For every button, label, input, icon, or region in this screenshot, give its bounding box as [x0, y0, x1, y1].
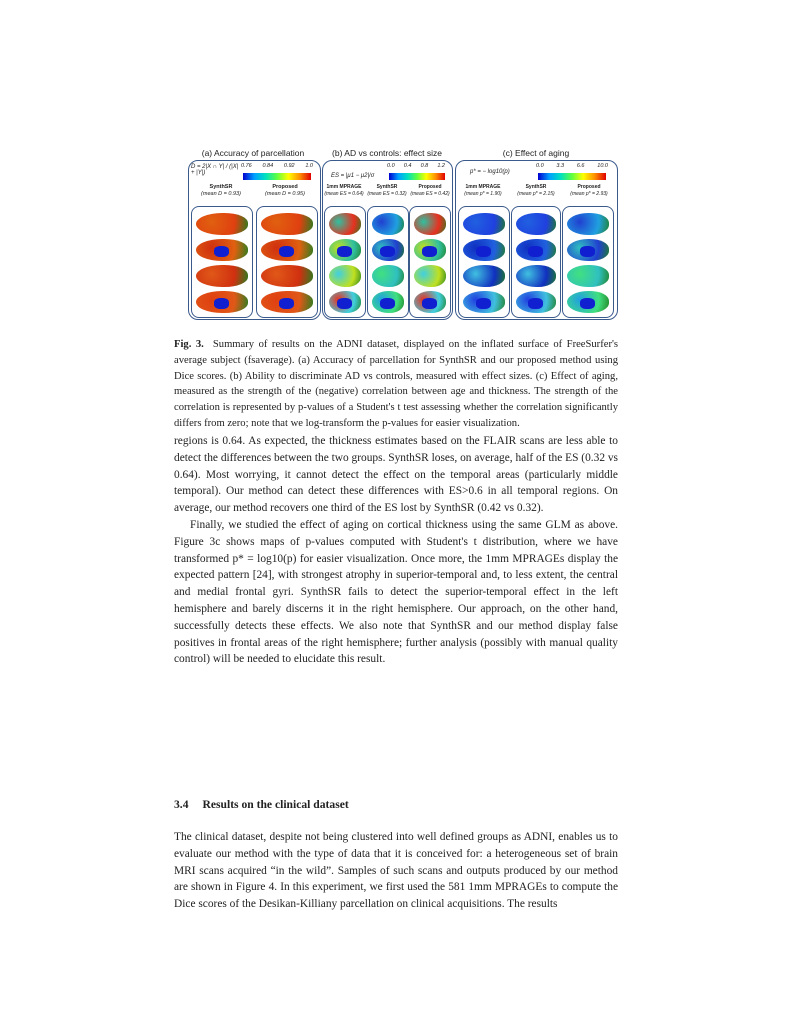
column-header: Proposed (mean p* = 2.93): [570, 184, 608, 197]
brain-column: [191, 206, 253, 318]
brain-surface: [463, 239, 505, 261]
brain-surface: [372, 291, 404, 313]
brain-surface: [196, 213, 248, 235]
brain-surface: [414, 239, 446, 261]
body-text: [174, 433, 618, 668]
brain-surface: [261, 265, 313, 287]
colorbar: [243, 173, 311, 180]
figure-3: [186, 148, 618, 320]
brain-surface: [516, 239, 556, 261]
colorbar-ticks: 0.76 0.84 0.92 1.0: [241, 163, 313, 169]
panel-b: [322, 160, 453, 320]
column-header: 1mm MPRAGE (mean ES = 0.64): [324, 184, 364, 197]
caption-label: Fig. 3.: [174, 339, 204, 350]
brain-surface: [372, 213, 404, 235]
paragraph: Finally, we studied the effect of aging on cortical thickness using the same GLM as above. Figure 3c shows maps of p-values computed with Student's t distribution, where we have transformed p* = log10(p) for easier visualization. Once more, the 1mm MPRAGEs display the expected pattern [24], with strongest atrophy in superior-temporal and, to less extent, the central and medial frontal gyri. SynthSR fails to detect the superior-temporal effect in the left hemisphere and barely discerns it in the right hemisphere. Our approach, on the other hand, successfully detects these effects. We also note that SynthSR and our method display false positives in frontal areas of the right hemisphere; further analysis (possibly with manual quality control) will be needed to elucidate this result.: [174, 518, 618, 666]
brain-surface: [372, 265, 404, 287]
panel-c-title: (c) Effect of aging: [502, 148, 570, 158]
brain-surface: [516, 291, 556, 313]
brain-surface: [196, 291, 248, 313]
caption-text: Summary of results on the ADNI dataset, displayed on the inflated surface of FreeSurfer's average subject (fsaverage). (a) Accuracy of parcellation for SynthSR and our proposed method using Dice scores. (b) Ability to discriminate AD vs controls, measured with effect sizes. (c) Effect of aging, measured as the strength of the (negative) correlation between age and thickness. The strength of the correlation is represented by p-values of a Student's t test assessing whether the correlation significantly differs from zero; note that we log-transform the p-values for easier visualization.: [174, 339, 619, 429]
brain-column: [256, 206, 318, 318]
brain-surface: [261, 291, 313, 313]
column-header: SynthSR (mean p* = 2.15): [517, 184, 555, 197]
brain-surface: [414, 291, 446, 313]
brain-surface: [516, 213, 556, 235]
colorbar-ticks: 0.0 3.3 6.6 10.0: [536, 163, 608, 169]
brain-surface: [414, 265, 446, 287]
brain-surface: [372, 239, 404, 261]
brain-surface: [414, 213, 446, 235]
log-p-formula: p* = − log10(p): [470, 169, 510, 175]
paragraph: The clinical dataset, despite not being clustered into well defined groups as ADNI, enables us to evaluate our method with the type of data that it is conceived for: a heterogeneous set of brain MRI scans acquired “in the wild”. Samples of such scans and outputs produced by our method are shown in Figure 4. In this experiment, we first used the 581 1mm MPRAGEs to compute the Dice scores of the Desikan-Killiany parcellation on clinical acquisitions. The results: [174, 831, 618, 911]
brain-column: [562, 206, 614, 318]
column-header: 1mm MPRAGE (mean p* = 1.90): [464, 184, 502, 197]
brain-column: [409, 206, 451, 318]
brain-surface: [329, 213, 361, 235]
effect-size-formula: ES = |μ1 − μ2|/σ: [331, 173, 375, 179]
colorbar: [538, 173, 606, 180]
colorbar: [389, 173, 445, 180]
brain-surface: [567, 291, 609, 313]
figure-caption: [174, 337, 618, 432]
brain-surface: [329, 265, 361, 287]
brain-surface: [196, 265, 248, 287]
brain-column: [458, 206, 510, 318]
dice-formula: D = 2|X ∩ Y| / (|X| + |Y|): [191, 164, 239, 176]
column-header: SynthSR (mean ES = 0.32): [367, 184, 407, 197]
brain-column: [324, 206, 366, 318]
brain-surface: [463, 291, 505, 313]
brain-surface: [261, 239, 313, 261]
panel-a: [188, 160, 321, 320]
brain-column: [367, 206, 409, 318]
column-header: SynthSR (mean D = 0.93): [201, 184, 241, 197]
brain-column: [511, 206, 561, 318]
brain-surface: [329, 239, 361, 261]
brain-surface: [329, 291, 361, 313]
brain-surface: [567, 239, 609, 261]
panel-c: [455, 160, 618, 320]
panel-a-title: (a) Accuracy of parcellation: [201, 148, 305, 158]
column-header: Proposed (mean ES = 0.42): [410, 184, 450, 197]
colorbar-ticks: 0.0 0.4 0.8 1.2: [387, 163, 445, 169]
section-body: [174, 829, 618, 913]
brain-surface: [516, 265, 556, 287]
brain-surface: [463, 213, 505, 235]
brain-surface: [463, 265, 505, 287]
panel-b-title: (b) AD vs controls: effect size: [332, 148, 442, 158]
column-header: Proposed (mean D = 0.95): [265, 184, 305, 197]
brain-surface: [261, 213, 313, 235]
brain-surface: [567, 213, 609, 235]
brain-surface: [567, 265, 609, 287]
section-heading: 3.4 Results on the clinical dataset: [174, 798, 349, 811]
paragraph: regions is 0.64. As expected, the thickness estimates based on the FLAIR scans are less able to detect the differences between the two groups. SynthSR loses, on average, half of the ES (0.32 vs 0.64). Most worrying, it cannot detect the effect on the temporal areas (particularly middle temporal). Our method can detect these differences with ES>0.6 in all temporal regions. On average, our method recovers one third of the ES lost by SynthSR (0.42 vs 0.32).: [174, 435, 618, 515]
brain-surface: [196, 239, 248, 261]
